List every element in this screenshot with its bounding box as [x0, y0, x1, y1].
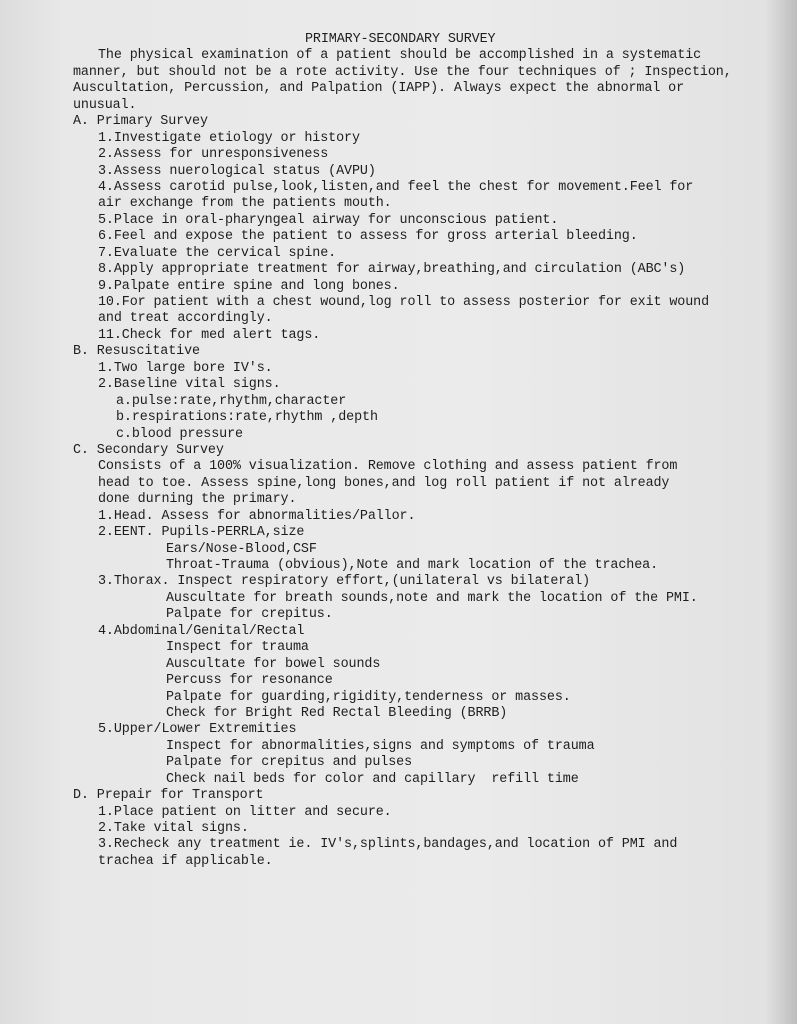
list-item: 1.Investigate etiology or history — [98, 130, 360, 146]
sub-item: Palpate for guarding,rigidity,tenderness or masses. — [166, 689, 571, 705]
intro-line: manner, but should not be a rote activity. Use the four techniques of ; Inspection, — [73, 64, 732, 80]
sub-item: Check for Bright Red Rectal Bleeding (BRRB) — [166, 705, 508, 721]
sub-item: Throat-Trauma (obvious),Note and mark location of the trachea. — [166, 558, 659, 573]
sub-item: Auscultate for bowel sounds — [166, 656, 381, 672]
list-item: air exchange from the patients mouth. — [98, 196, 392, 212]
list-item: 2.EENT. Pupils-PERRLA,size — [98, 525, 305, 541]
document-page — [0, 32, 797, 870]
list-item: 2.Baseline vital signs. — [98, 377, 281, 393]
sub-item: Ears/Nose-Blood,CSF — [166, 541, 317, 557]
sub-item: a.pulse:rate,rhythm,character — [116, 393, 347, 409]
list-item: 5.Upper/Lower Extremities — [98, 722, 297, 738]
list-item: 5.Place in oral-pharyngeal airway for unconscious patient. — [98, 212, 559, 228]
list-item: 1.Head. Assess for abnormalities/Pallor. — [98, 508, 416, 524]
sub-item: b.respirations:rate,rhythm ,depth — [116, 410, 378, 426]
list-item: 9.Palpate entire spine and long bones. — [98, 278, 400, 294]
list-item: 4.Assess carotid pulse,look,listen,and feel the chest for movement.Feel for — [98, 179, 694, 195]
section-text: Consists of a 100% visualization. Remove clothing and assess patient from — [98, 459, 678, 475]
sub-item: c.blood pressure — [116, 426, 243, 442]
section-heading: A. Primary Survey — [73, 114, 208, 130]
list-item: 10.For patient with a chest wound,log roll to assess posterior for exit wound — [98, 295, 710, 310]
section-heading: B. Resuscitative — [73, 344, 200, 360]
list-item: 3.Recheck any treatment ie. IV's,splints,bandages,and location of PMI and — [98, 837, 678, 853]
sub-item: Palpate for crepitus and pulses — [166, 755, 413, 771]
section-prepare-for-transport — [0, 788, 797, 870]
list-item: 3.Thorax. Inspect respiratory effort,(unilateral vs bilateral) — [98, 574, 591, 590]
section-heading: D. Prepair for Transport — [73, 788, 264, 804]
intro-line: The physical examination of a patient should be accomplished in a systematic — [98, 48, 702, 64]
list-item: 6.Feel and expose the patient to assess for gross arterial bleeding. — [98, 229, 638, 245]
sub-item: Inspect for abnormalities,signs and symptoms of trauma — [166, 738, 595, 754]
list-item: 8.Apply appropriate treatment for airway,breathing,and circulation (ABC's) — [98, 262, 686, 278]
section-text: head to toe. Assess spine,long bones,and log roll patient if not already — [98, 475, 670, 491]
list-item: 1.Two large bore IV's. — [98, 360, 273, 376]
sub-item: Percuss for resonance — [166, 673, 333, 689]
list-item: 3.Assess nuerological status (AVPU) — [98, 163, 376, 179]
section-secondary-survey — [0, 443, 797, 788]
intro-line: unusual. — [73, 97, 137, 113]
list-item: 11.Check for med alert tags. — [98, 327, 321, 343]
list-item: 4.Abdominal/Genital/Rectal — [98, 623, 305, 639]
list-item: 2.Take vital signs. — [98, 821, 249, 836]
intro-paragraph — [0, 48, 797, 114]
list-item: 2.Assess for unresponsiveness — [98, 147, 329, 163]
section-primary-survey — [0, 114, 797, 344]
list-item: 1.Place patient on litter and secure. — [98, 804, 392, 820]
intro-line: Auscultation, Percussion, and Palpation (IAPP). Always expect the abnormal or — [73, 81, 685, 97]
sub-item: Palpate for crepitus. — [166, 607, 333, 623]
list-item: 7.Evaluate the cervical spine. — [98, 245, 337, 261]
sub-item: Check nail beds for color and capillary refill time — [166, 771, 579, 787]
section-heading: C. Secondary Survey — [73, 442, 224, 458]
section-text: done durning the primary. — [98, 492, 297, 508]
sub-item: Inspect for trauma — [166, 640, 309, 656]
section-resuscitative — [0, 344, 797, 443]
sub-item: Auscultate for breath sounds,note and mark the location of the PMI. — [166, 590, 698, 606]
document-title: PRIMARY-SECONDARY SURVEY — [305, 32, 496, 47]
list-item: and treat accordingly. — [98, 311, 273, 327]
list-item: trachea if applicable. — [98, 853, 273, 869]
